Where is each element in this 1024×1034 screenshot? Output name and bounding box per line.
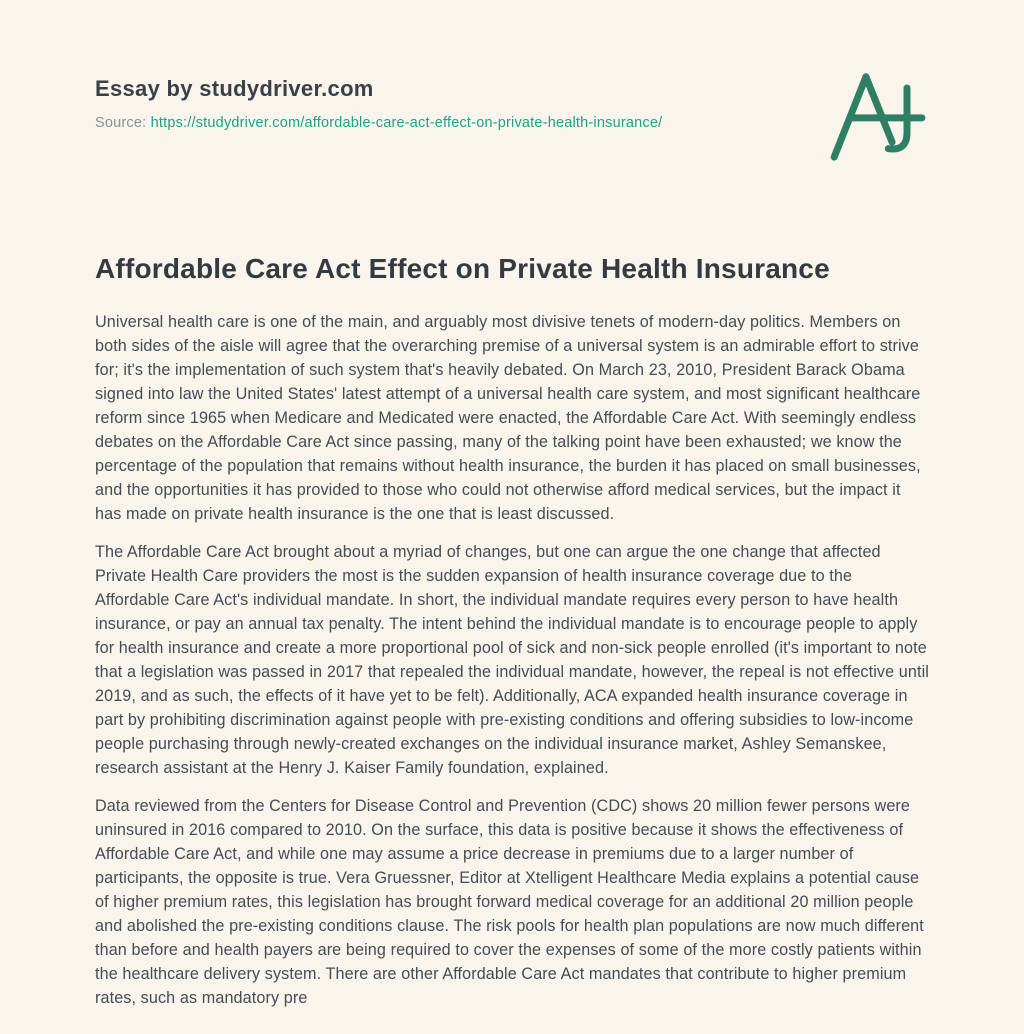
essay-paragraph-3: Data reviewed from the Centers for Disease Control and Prevention (CDC) shows 20 million fewer persons were uninsured in 2016 compared to 2010. On the surface, this data is positive because it shows the effectiveness of Affordable Care Act, and while one may assume a price decrease in premiums due to a larger number of participants, the opposite is true. Vera Gruessner, Editor at Xtelligent Healthcare Media explains a potential cause of higher premium rates, this legislation has brought forward medical coverage for an additional 20 million people and abolished the pre-existing conditions clause. The risk pools for health plan populations are now much different than before and health payers are being required to cover the expenses of some of the more costly patients within the healthcare delivery system. There are other Affordable Care Act mandates that contribute to higher premium rates, such as mandatory pre (95, 797, 924, 1007)
content-column (95, 0, 929, 1010)
essay-body (95, 310, 929, 1010)
essay-paragraph-2: The Affordable Care Act brought about a myriad of changes, but one can argue the one change that affected Private Health Care providers the most is the sudden expansion of health insurance coverage due to the Affordable Care Act's individual mandate. In short, the individual mandate requires every person to have health insurance, or pay an annual tax penalty. The intent behind the individual mandate is to encourage people to apply for health insurance and create a more proportional pool of sick and non-sick people enrolled (it's important to note that a legislation was passed in 2017 that repealed the individual mandate, however, the repeal is not effective until 2019, and as such, the effects of it have yet to be felt). Additionally, ACA expanded health insurance coverage in part by prohibiting discrimination against people with pre-existing conditions and offering subsidies to low-income people purchasing through newly-created exchanges on the individual insurance market, Ashley Semanskee, research assistant at the Henry J. Kaiser Family foundation, explained. (95, 543, 930, 777)
source-line (95, 115, 929, 131)
essay-paragraph-1: Universal health care is one of the main, and arguably most divisive tenets of modern-day politics. Members on both sides of the aisle will agree that the overarching premise of a universal system is an admirable effort to strive for; it's the implementation of such system that's heavily debated. On March 23, 2010, President Barack Obama signed into law the United States' latest attempt of a universal health care system, and most significant healthcare reform since 1965 when Medicare and Medicated were enacted, the Affordable Care Act. With seemingly endless debates on the Affordable Care Act since passing, many of the talking point have been exhausted; we know the percentage of the population that remains without health insurance, the burden it has placed on small businesses, and the opportunities it has provided to those who could not otherwise afford medical services, but the impact it has made on private health insurance is the one that is least discussed. (95, 313, 921, 523)
essay-title: Affordable Care Act Effect on Private Health Insurance (95, 253, 830, 284)
site-title: Essay by studydriver.com (95, 76, 374, 101)
source-label: Source: (95, 115, 147, 131)
source-link[interactable]: https://studydriver.com/affordable-care-act-effect-on-private-health-insurance/ (150, 115, 663, 131)
page-header (95, 0, 929, 131)
